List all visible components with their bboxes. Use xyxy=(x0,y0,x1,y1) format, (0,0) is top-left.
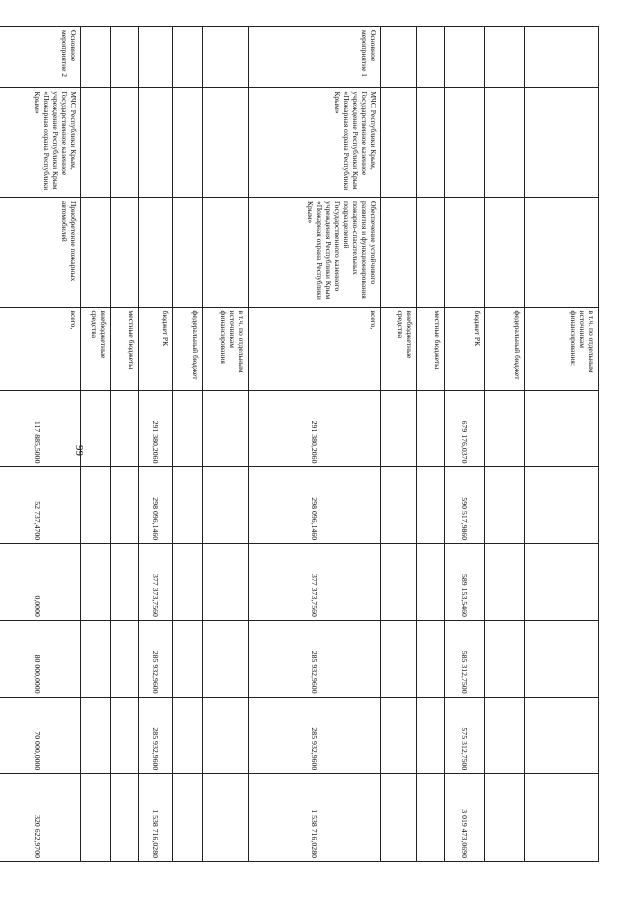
executor-cell xyxy=(417,88,445,198)
value-cell: 291 380,2060 xyxy=(249,390,381,467)
measure-cell xyxy=(525,197,599,307)
value-cell xyxy=(81,390,111,467)
value-cell: 1 538 716,0280 xyxy=(249,774,381,862)
value-cell xyxy=(525,390,599,467)
value-cell xyxy=(173,390,203,467)
source-cell: местные бюджеты xyxy=(111,307,139,390)
source-cell: бюджет РК xyxy=(139,307,173,390)
source-cell: всего, xyxy=(0,307,81,390)
value-cell xyxy=(173,544,203,621)
value-cell xyxy=(381,390,417,467)
executor-cell xyxy=(81,88,111,198)
table-row xyxy=(139,27,173,862)
value-cell xyxy=(417,390,445,467)
value-cell: 585 312,7500 xyxy=(445,620,485,697)
table-row xyxy=(525,27,599,862)
table-row xyxy=(203,27,249,862)
source-cell: всего, xyxy=(249,307,381,390)
value-cell xyxy=(203,544,249,621)
program-cell xyxy=(81,27,111,88)
value-cell: 589 153,5460 xyxy=(445,544,485,621)
executor-cell: МЧС Республики Крым, Государственное казенное учреждение Республики Крым «Пожарная охрана Республики Крым» xyxy=(0,88,81,198)
program-cell: Основное мероприятие 1 xyxy=(249,27,381,88)
value-cell: 52 737,4700 xyxy=(0,467,81,544)
program-cell xyxy=(417,27,445,88)
measure-cell xyxy=(485,197,525,307)
value-cell: 590 517,9860 xyxy=(445,467,485,544)
program-cell xyxy=(445,27,485,88)
program-cell: Основное мероприятие 2 xyxy=(0,27,81,88)
program-cell xyxy=(381,27,417,88)
table-row xyxy=(111,27,139,862)
value-cell: 285 932,9600 xyxy=(139,620,173,697)
measure-cell xyxy=(417,197,445,307)
value-cell xyxy=(381,774,417,862)
value-cell xyxy=(173,467,203,544)
value-cell xyxy=(203,697,249,774)
program-cell xyxy=(173,27,203,88)
budget-table xyxy=(0,26,599,862)
table-row xyxy=(0,27,81,862)
value-cell xyxy=(381,620,417,697)
executor-cell xyxy=(485,88,525,198)
value-cell: 285 932,9600 xyxy=(249,620,381,697)
value-cell: 291 380,2060 xyxy=(139,390,173,467)
value-cell xyxy=(203,774,249,862)
source-cell: местные бюджеты xyxy=(417,307,445,390)
value-cell: 285 932,9600 xyxy=(139,697,173,774)
value-cell: 0,0000 xyxy=(0,544,81,621)
value-cell xyxy=(485,620,525,697)
value-cell: 298 096,1460 xyxy=(249,467,381,544)
value-cell xyxy=(203,620,249,697)
page-number: 99 xyxy=(73,445,85,456)
value-cell: 80 000,0000 xyxy=(0,620,81,697)
value-cell xyxy=(417,697,445,774)
table-row xyxy=(417,27,445,862)
value-cell: 377 373,7560 xyxy=(249,544,381,621)
measure-cell: Обеспечение устойчивого развития и функционирования пожарно-спасательных подразделений Государственного казенного учреждения Республики Крым «Пожарная охрана Республики Крым» xyxy=(249,197,381,307)
value-cell xyxy=(525,467,599,544)
executor-cell xyxy=(111,88,139,198)
measure-cell: Приобретение пожарных автомобилей xyxy=(0,197,81,307)
value-cell xyxy=(81,467,111,544)
program-cell xyxy=(139,27,173,88)
table-row xyxy=(249,27,381,862)
table-row xyxy=(81,27,111,862)
value-cell: 117 885,5000 xyxy=(0,390,81,467)
source-cell: федеральный бюджет xyxy=(173,307,203,390)
executor-cell xyxy=(173,88,203,198)
value-cell: 3 019 473,0690 xyxy=(445,774,485,862)
value-cell: 285 932,9600 xyxy=(249,697,381,774)
value-cell xyxy=(525,544,599,621)
source-cell: в т.ч. по отдельным источникам финансирования: xyxy=(525,307,599,390)
value-cell xyxy=(525,774,599,862)
value-cell xyxy=(173,620,203,697)
value-cell xyxy=(525,697,599,774)
value-cell: 679 176,0370 xyxy=(445,390,485,467)
table-row xyxy=(485,27,525,862)
table-row xyxy=(381,27,417,862)
value-cell xyxy=(485,467,525,544)
value-cell xyxy=(381,697,417,774)
source-cell: внебюджетные средства xyxy=(81,307,111,390)
value-cell xyxy=(381,544,417,621)
value-cell: 70 000,0000 xyxy=(0,697,81,774)
value-cell xyxy=(81,697,111,774)
program-cell xyxy=(485,27,525,88)
program-cell xyxy=(111,27,139,88)
source-cell: федеральный бюджет xyxy=(485,307,525,390)
executor-cell xyxy=(525,88,599,198)
value-cell xyxy=(173,774,203,862)
value-cell xyxy=(81,544,111,621)
value-cell: 1 538 716,0280 xyxy=(139,774,173,862)
value-cell xyxy=(381,467,417,544)
table-row xyxy=(445,27,485,862)
value-cell xyxy=(81,774,111,862)
measure-cell xyxy=(81,197,111,307)
executor-cell xyxy=(381,88,417,198)
measure-cell xyxy=(173,197,203,307)
value-cell xyxy=(485,544,525,621)
executor-cell xyxy=(203,88,249,198)
value-cell xyxy=(81,620,111,697)
value-cell: 377 373,7560 xyxy=(139,544,173,621)
value-cell xyxy=(525,620,599,697)
value-cell xyxy=(111,390,139,467)
value-cell xyxy=(111,774,139,862)
value-cell xyxy=(417,467,445,544)
value-cell xyxy=(417,544,445,621)
executor-cell xyxy=(445,88,485,198)
measure-cell xyxy=(111,197,139,307)
measure-cell xyxy=(203,197,249,307)
rotated-page xyxy=(0,26,599,862)
executor-cell: МЧС Республики Крым, Государственное казенное учреждение Республики Крым «Пожарная охрана Республики Крым» xyxy=(249,88,381,198)
program-cell xyxy=(203,27,249,88)
value-cell xyxy=(111,544,139,621)
source-cell: бюджет РК xyxy=(445,307,485,390)
source-cell: внебюджетные средства xyxy=(381,307,417,390)
value-cell xyxy=(485,390,525,467)
measure-cell xyxy=(139,197,173,307)
measure-cell xyxy=(445,197,485,307)
value-cell xyxy=(111,697,139,774)
value-cell: 320 622,9700 xyxy=(0,774,81,862)
source-cell: в т.ч. по отдельным источникам финансирования xyxy=(203,307,249,390)
value-cell xyxy=(417,774,445,862)
value-cell xyxy=(485,697,525,774)
value-cell: 298 096,1460 xyxy=(139,467,173,544)
table-row xyxy=(173,27,203,862)
value-cell xyxy=(485,774,525,862)
program-cell xyxy=(525,27,599,88)
executor-cell xyxy=(139,88,173,198)
value-cell xyxy=(203,390,249,467)
value-cell xyxy=(111,620,139,697)
value-cell xyxy=(417,620,445,697)
value-cell xyxy=(203,467,249,544)
value-cell: 575 312,7500 xyxy=(445,697,485,774)
measure-cell xyxy=(381,197,417,307)
value-cell xyxy=(173,697,203,774)
value-cell xyxy=(111,467,139,544)
